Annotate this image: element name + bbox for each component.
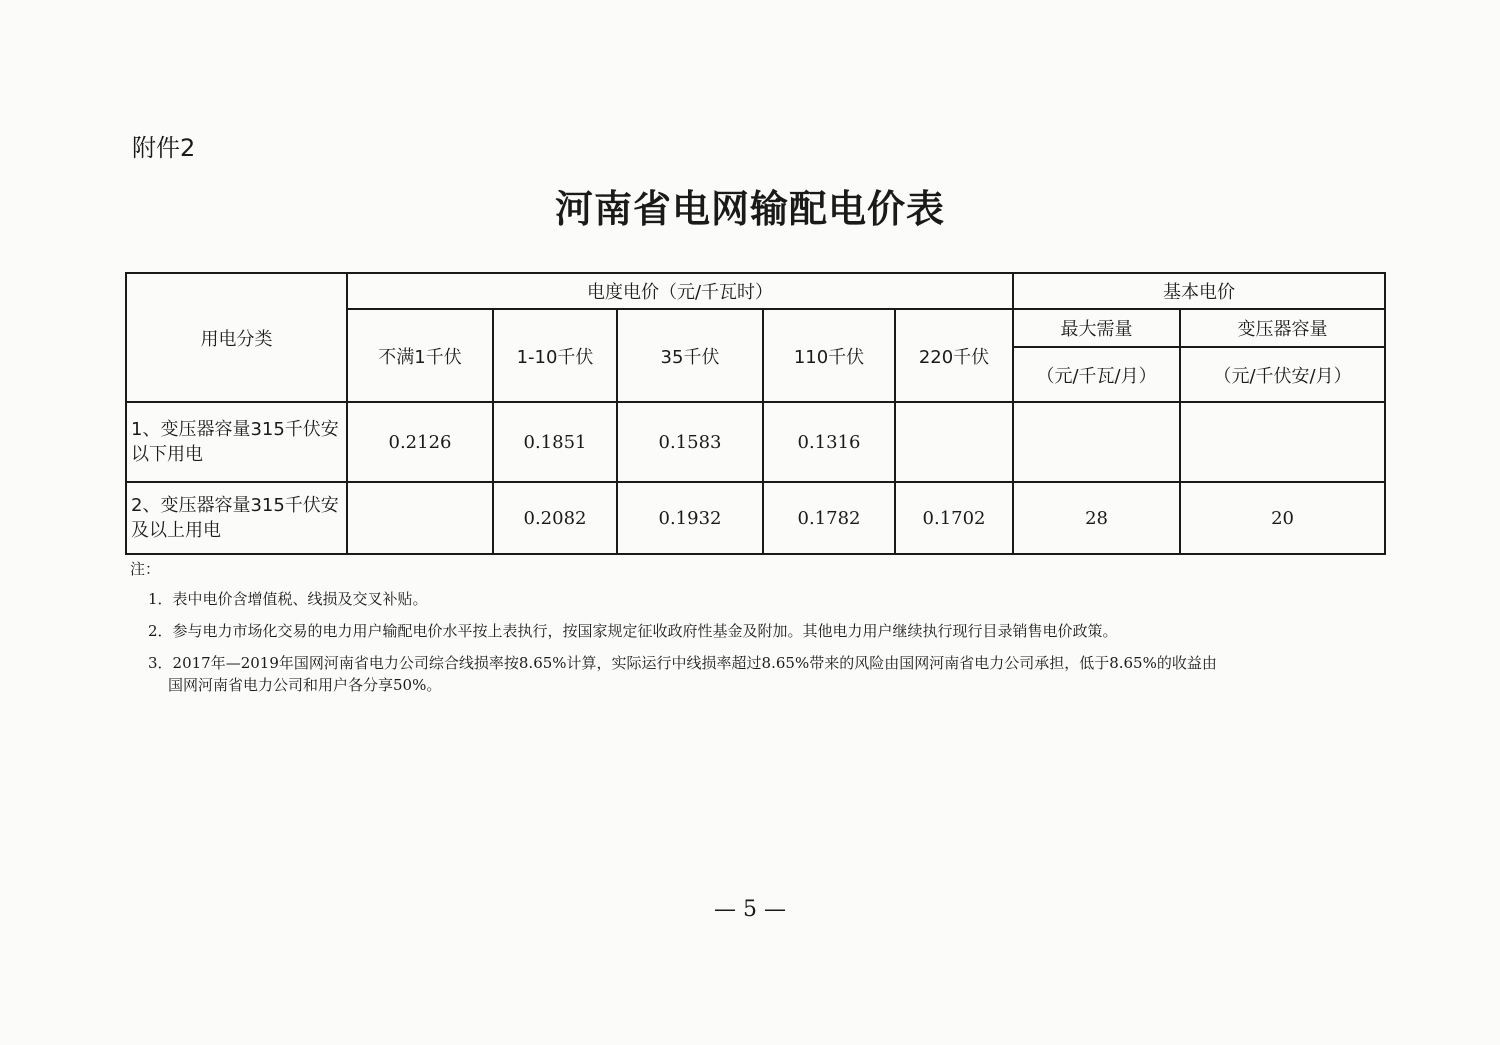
notes-section <box>130 558 1370 696</box>
voltage-level-header: 35千伏 <box>617 309 763 402</box>
price-cell: 0.1583 <box>617 402 763 482</box>
table-row <box>126 402 1385 482</box>
notes-heading: 注： <box>130 560 161 578</box>
table-row <box>126 482 1385 554</box>
transformer-capacity-cell <box>1180 402 1385 482</box>
price-cell: 0.2126 <box>347 402 493 482</box>
row-label: 2、变压器容量315千伏安及以上用电 <box>126 482 347 554</box>
price-cell: 0.2082 <box>493 482 617 554</box>
price-cell <box>347 482 493 554</box>
tariff-table <box>125 272 1386 555</box>
max-demand-header: 最大需量 <box>1013 309 1180 347</box>
voltage-level-header: 220千伏 <box>895 309 1013 402</box>
document-title: 河南省电网输配电价表 <box>554 186 945 231</box>
voltage-level-header: 1-10千伏 <box>493 309 617 402</box>
price-cell <box>895 402 1013 482</box>
price-cell: 0.1932 <box>617 482 763 554</box>
transformer-capacity-cell: 20 <box>1180 482 1385 554</box>
note-item-continuation: 国网河南省电力公司和用户各分享50%。 <box>168 676 442 694</box>
transformer-capacity-header: 变压器容量 <box>1180 309 1385 347</box>
voltage-level-header: 不满1千伏 <box>347 309 493 402</box>
annex-label: 附件2 <box>132 134 196 162</box>
note-item: 2．参与电力市场化交易的电力用户输配电价水平按上表执行，按国家规定征收政府性基金及附加。其他电力用户继续执行现行目录销售电价政策。 <box>148 622 1118 640</box>
basic-price-header: 基本电价 <box>1013 273 1385 309</box>
transformer-capacity-unit: （元/千伏安/月） <box>1180 347 1385 402</box>
max-demand-unit: （元/千瓦/月） <box>1013 347 1180 402</box>
row-label: 1、变压器容量315千伏安以下用电 <box>126 402 347 482</box>
note-item: 3．2017年—2019年国网河南省电力公司综合线损率按8.65%计算，实际运行中线损率超过8.65%带来的风险由国网河南省电力公司承担，低于8.65%的收益由 <box>148 654 1217 672</box>
voltage-level-header: 110千伏 <box>763 309 895 402</box>
table-header-row <box>126 273 1385 309</box>
note-item: 1．表中电价含增值税、线损及交叉补贴。 <box>148 590 428 608</box>
category-header: 用电分类 <box>126 273 347 402</box>
max-demand-cell <box>1013 402 1180 482</box>
max-demand-cell: 28 <box>1013 482 1180 554</box>
price-cell: 0.1702 <box>895 482 1013 554</box>
energy-price-header: 电度电价（元/千瓦时） <box>347 273 1013 309</box>
price-cell: 0.1316 <box>763 402 895 482</box>
page-number: — 5 — <box>714 897 786 922</box>
price-cell: 0.1782 <box>763 482 895 554</box>
price-cell: 0.1851 <box>493 402 617 482</box>
